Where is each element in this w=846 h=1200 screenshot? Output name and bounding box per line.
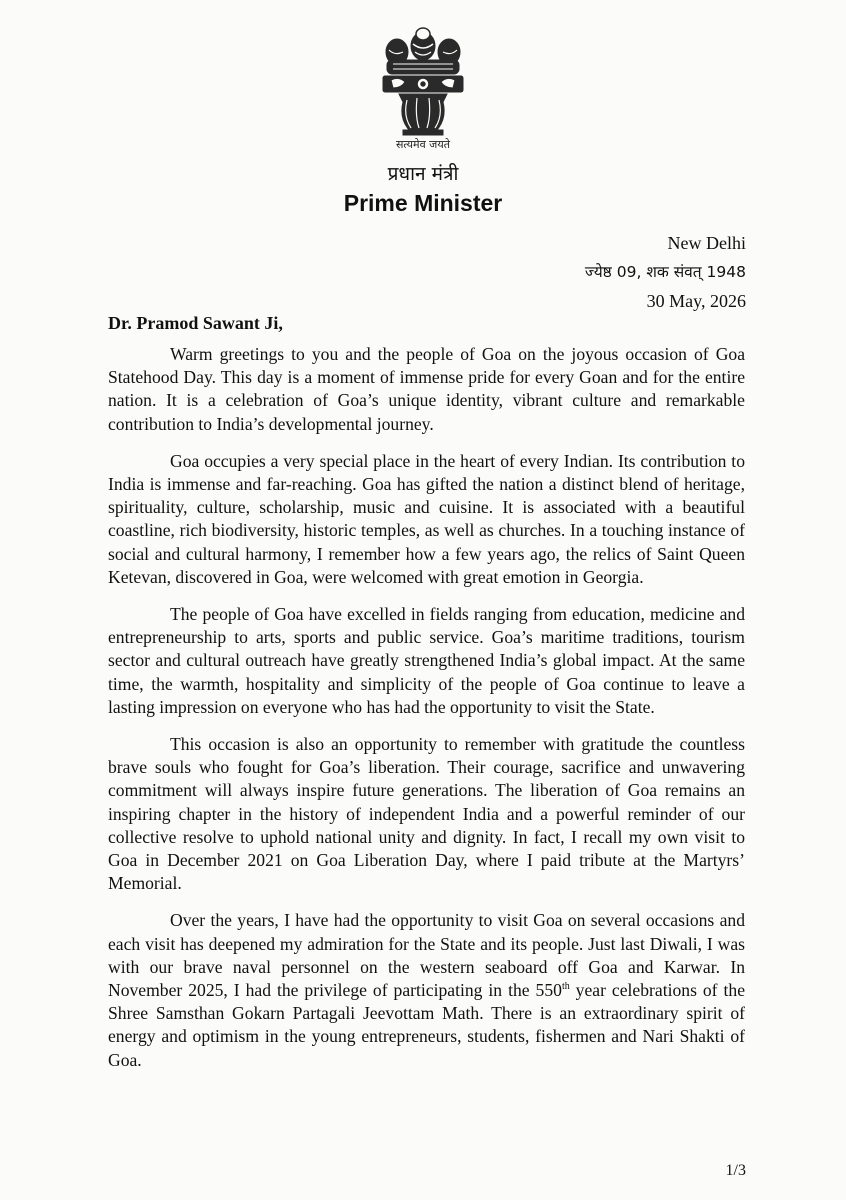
page-number: 1/3 (725, 1162, 746, 1179)
dateline-saka-date: ज्येष्ठ 09, शक संवत् 1948 (584, 263, 746, 281)
letter-body (108, 343, 745, 1086)
dateline (585, 229, 746, 316)
dateline-date: 30 May, 2026 (646, 291, 746, 311)
paragraph: This occasion is also an opportunity to remember with gratitude the countless brave souls who fought for Goa’s liberation. Their courage, sacrifice and unwavering commitment will always inspire future generations. The liberation of Goa remains an inspiring chapter in the history of independent India and a powerful reminder of our collective resolve to uphold national unity and dignity. In fact, I recall my own visit to Goa in December 2021 on Goa Liberation Day, where I paid tribute at the Martyrs’ Memorial. (108, 734, 745, 894)
ordinal-suffix: th (561, 981, 570, 993)
paragraph-text: Over the years, I have had the opportunity to visit Goa on several occasions and each visit has deepened my admiration for the State and its people. Just last Diwali, I was with our brave naval personnel on the western seaboard off Goa and Karwar. In November 2025, I had the privilege of participating in the 550 (108, 910, 745, 1001)
national-motto: सत्यमेव जयते (395, 138, 450, 151)
paragraph: Goa occupies a very special place in the heart of every Indian. Its contribution to India is immense and far-reaching. Goa has gifted the nation a distinct blend of heritage, spirituality, culture, scholarship, music and cuisine. It is associated with a beautiful coastline, rich biodiversity, historic temples, as well as churches. In a touching instance of social and cultural harmony, I remember how a few years ago, the relics of Saint Queen Ketevan, discovered in Goa, were welcomed with great emotion in Georgia. (108, 450, 745, 587)
paragraph: The people of Goa have excelled in fields ranging from education, medicine and entrepreneurship to arts, sports and public service. Goa’s maritime traditions, tourism sector and cultural outreach have greatly strengthened India’s global impact. At the same time, the warmth, hospitality and simplicity of the people of Goa continue to leave a lasting impression on everyone who has had the opportunity to visit the State. (108, 604, 745, 717)
dateline-place: New Delhi (667, 233, 746, 253)
paragraph (108, 909, 745, 1071)
office-title-hindi: प्रधान मंत्री (387, 163, 459, 185)
national-emblem-icon (373, 22, 473, 150)
paragraph-text: year celebrations of the Shree Samsthan Gokarn Partagali Jeevottam Math. There is an extraordinary spirit of energy and optimism in the young entrepreneurs, students, fishermen and Nari Shakti of Goa. (108, 980, 746, 1070)
office-title-english: Prime Minister (343, 190, 503, 216)
paragraph: Warm greetings to you and the people of Goa on the joyous occasion of Goa Statehood Day. This day is a moment of immense pride for every Goan and for the entire nation. It is a celebration of Goa’s unique identity, vibrant culture and remarkable contribution to India’s developmental journey. (108, 344, 745, 434)
salutation: Dr. Pramod Sawant Ji, (108, 313, 283, 333)
